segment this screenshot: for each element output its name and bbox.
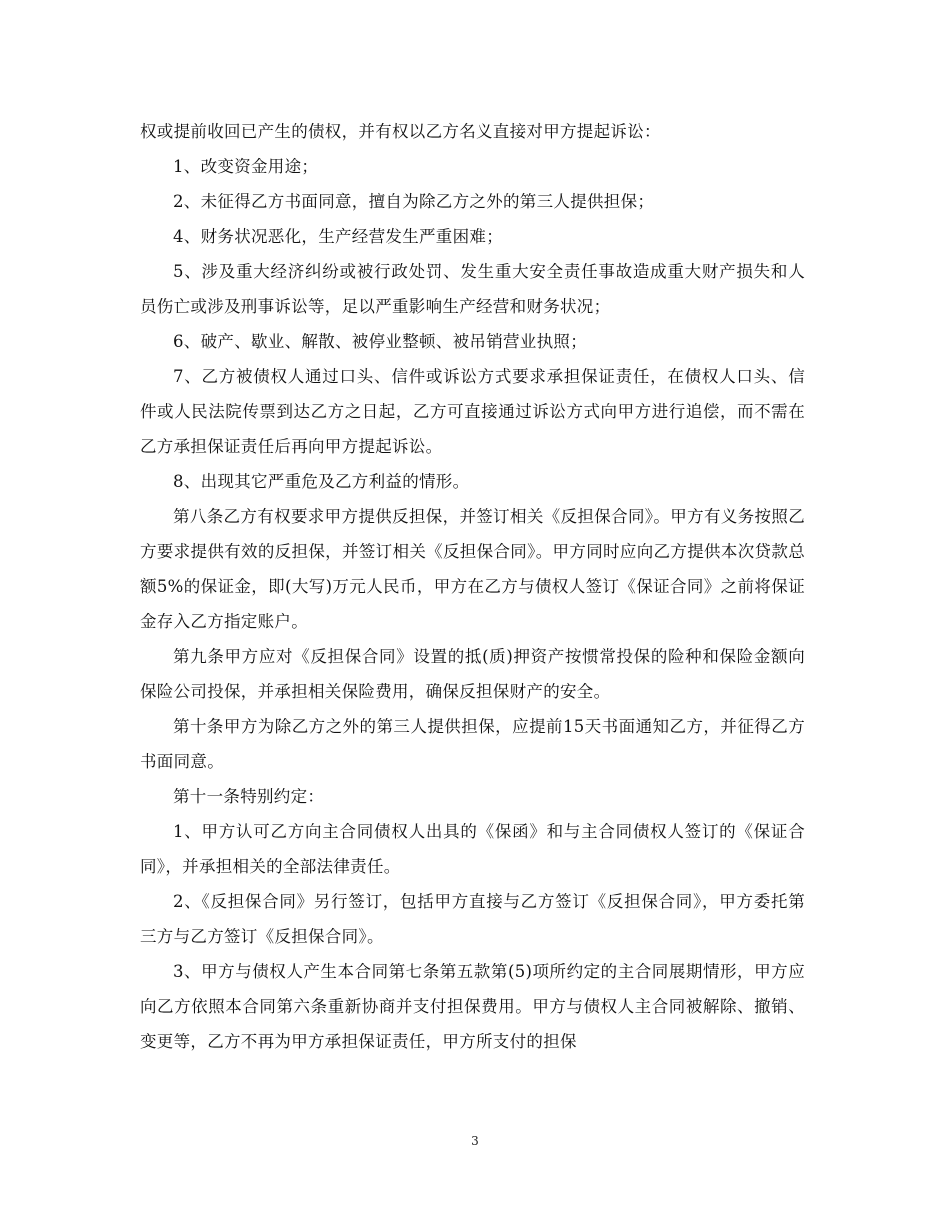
paragraph-item-4: 4、财务状况恶化，生产经营发生严重困难； bbox=[173, 227, 503, 246]
paragraph-item-7: 7、乙方被债权人通过口头、信件或诉讼方式要求承担保证责任，在债权人口头、信件或人民法院传票到达乙方之日起，乙方可直接通过诉讼方式向甲方进行追偿，而不需在乙方承担保证责任后再向甲方提起诉讼。 bbox=[140, 367, 805, 456]
paragraph-special-1: 1、甲方认可乙方向主合同债权人出具的《保函》和与主合同债权人签订的《保证合同》，并承担相关的全部法律责任。 bbox=[140, 822, 805, 876]
paragraph-special-3: 3、甲方与债权人产生本合同第七条第五款第(5)项所约定的主合同展期情形，甲方应向乙方依照本合同第六条重新协商并支付担保费用。甲方与债权人主合同被解除、撤销、变更等，乙方不再为甲方承担保证责任，甲方所支付的担保 bbox=[140, 962, 805, 1051]
paragraph-item-8: 8、出现其它严重危及乙方利益的情形。 bbox=[173, 472, 470, 491]
document-body bbox=[140, 114, 805, 1059]
paragraph-item-1: 1、改变资金用途； bbox=[173, 157, 319, 176]
paragraph-article-8: 第八条乙方有权要求甲方提供反担保，并签订相关《反担保合同》。甲方有义务按照乙方要求提供有效的反担保，并签订相关《反担保合同》。甲方同时应向乙方提供本次贷款总额5%的保证金，即(大写)万元人民币，甲方在乙方与债权人签订《保证合同》之前将保证金存入乙方指定账户。 bbox=[140, 507, 805, 631]
paragraph-article-10: 第十条甲方为除乙方之外的第三人提供担保，应提前15天书面通知乙方，并征得乙方书面同意。 bbox=[140, 717, 805, 771]
paragraph-special-2: 2、《反担保合同》另行签订，包括甲方直接与乙方签订《反担保合同》，甲方委托第三方与乙方签订《反担保合同》。 bbox=[140, 892, 805, 946]
paragraph-continuation: 权或提前收回已产生的债权，并有权以乙方名义直接对甲方提起诉讼： bbox=[140, 122, 661, 141]
paragraph-item-2: 2、未征得乙方书面同意，擅自为除乙方之外的第三人提供担保； bbox=[173, 192, 655, 211]
paragraph-article-11-heading: 第十一条特别约定： bbox=[173, 787, 325, 806]
paragraph-item-6: 6、破产、歇业、解散、被停业整顿、被吊销营业执照； bbox=[173, 332, 587, 351]
paragraph-item-5: 5、涉及重大经济纠纷或被行政处罚、发生重大安全责任事故造成重大财产损失和人员伤亡或涉及刑事诉讼等，足以严重影响生产经营和财务状况； bbox=[140, 262, 805, 316]
page-number: 3 bbox=[471, 1134, 479, 1148]
paragraph-article-9: 第九条甲方应对《反担保合同》设置的抵(质)押资产按惯常投保的险种和保险金额向保险公司投保，并承担相关保险费用，确保反担保财产的安全。 bbox=[140, 647, 805, 701]
